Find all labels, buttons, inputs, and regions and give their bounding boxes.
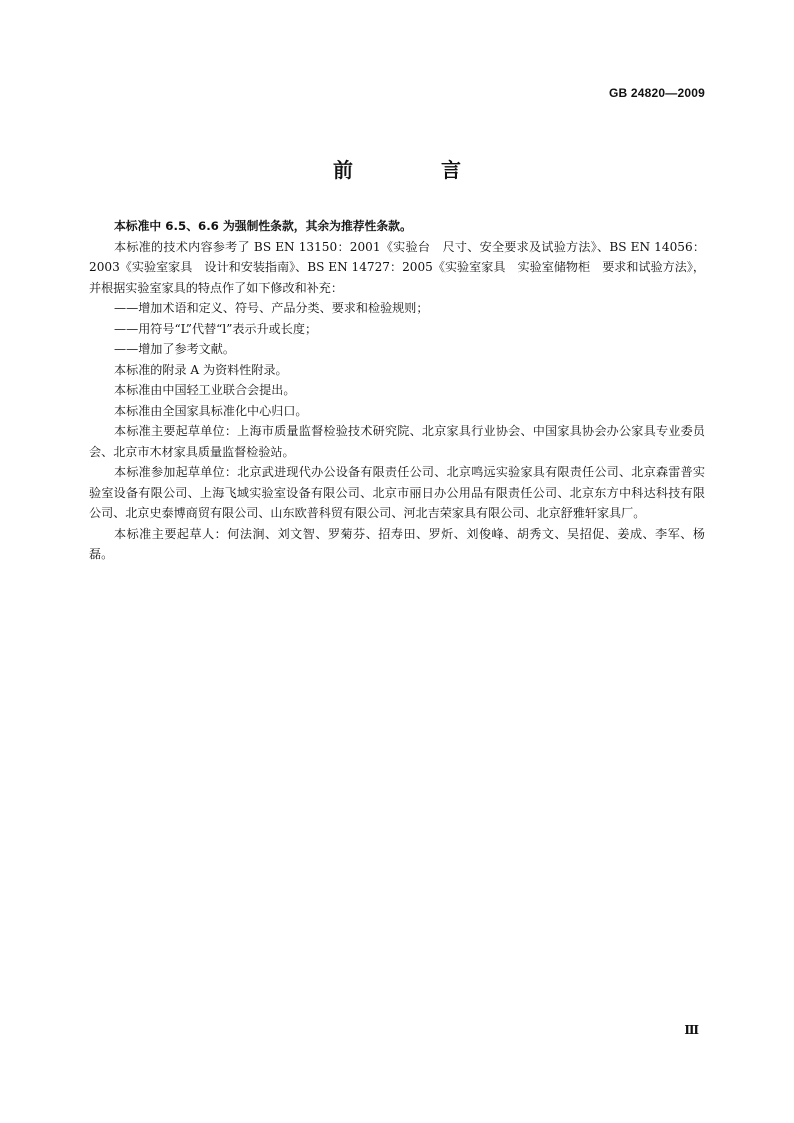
mandatory-clause-statement: 本标准中 6.5、6.6 为强制性条款，其余为推荐性条款。	[114, 219, 412, 233]
main-drafting-units: 本标准主要起草单位：上海市质量监督检验技术研究院、北京家具行业协会、中国家具协会办公家具专业委员会、北京市木材家具质量监督检验站。	[89, 424, 705, 459]
participating-drafting-units: 本标准参加起草单位：北京武进现代办公设备有限责任公司、北京鸣远实验家具有限责任公司、北京森雷普实验室设备有限公司、上海飞域实验室设备有限公司、北京市丽日办公用品有限责任公司、北京东方中科达科技有限公司、北京史泰博商贸有限公司、山东欧普科贸有限公司、河北吉荣家具有限公司、北京舒雅轩家具厂。	[89, 465, 705, 520]
main-drafters: 本标准主要起草人：何法涧、刘文智、罗菊芬、招寿田、罗炘、刘俊峰、胡秀文、吴招促、姜成、李军、杨磊。	[89, 526, 705, 561]
page-title: 前 言	[333, 158, 495, 182]
appendix-note: 本标准的附录 A 为资料性附录。	[114, 362, 288, 377]
reference-standards-paragraph: 本标准的技术内容参考了 BS EN 13150：2001《实验台 尺寸、安全要求及试验方法》、BS EN 14056：2003《实验室家具 设计和安装指南》、BS EN 14727：2005《实验室家具 实验室储物柜 要求和试验方法》，并根据实验室家具的特点作了如下修改和补充：	[89, 239, 705, 295]
modification-item: ——用符号“L”代替“l”表示升或长度；	[114, 321, 318, 336]
page-number: Ⅲ	[684, 1023, 699, 1037]
standard-code: GB 24820—2009	[609, 86, 705, 100]
proposer-note: 本标准由中国轻工业联合会提出。	[114, 383, 296, 397]
administrator-note: 本标准由全国家具标准化中心归口。	[114, 403, 308, 418]
modification-item: ——增加了参考文献。	[114, 342, 235, 356]
modification-item: ——增加术语和定义、符号、产品分类、要求和检验规则；	[114, 301, 429, 315]
document-body	[89, 216, 705, 565]
